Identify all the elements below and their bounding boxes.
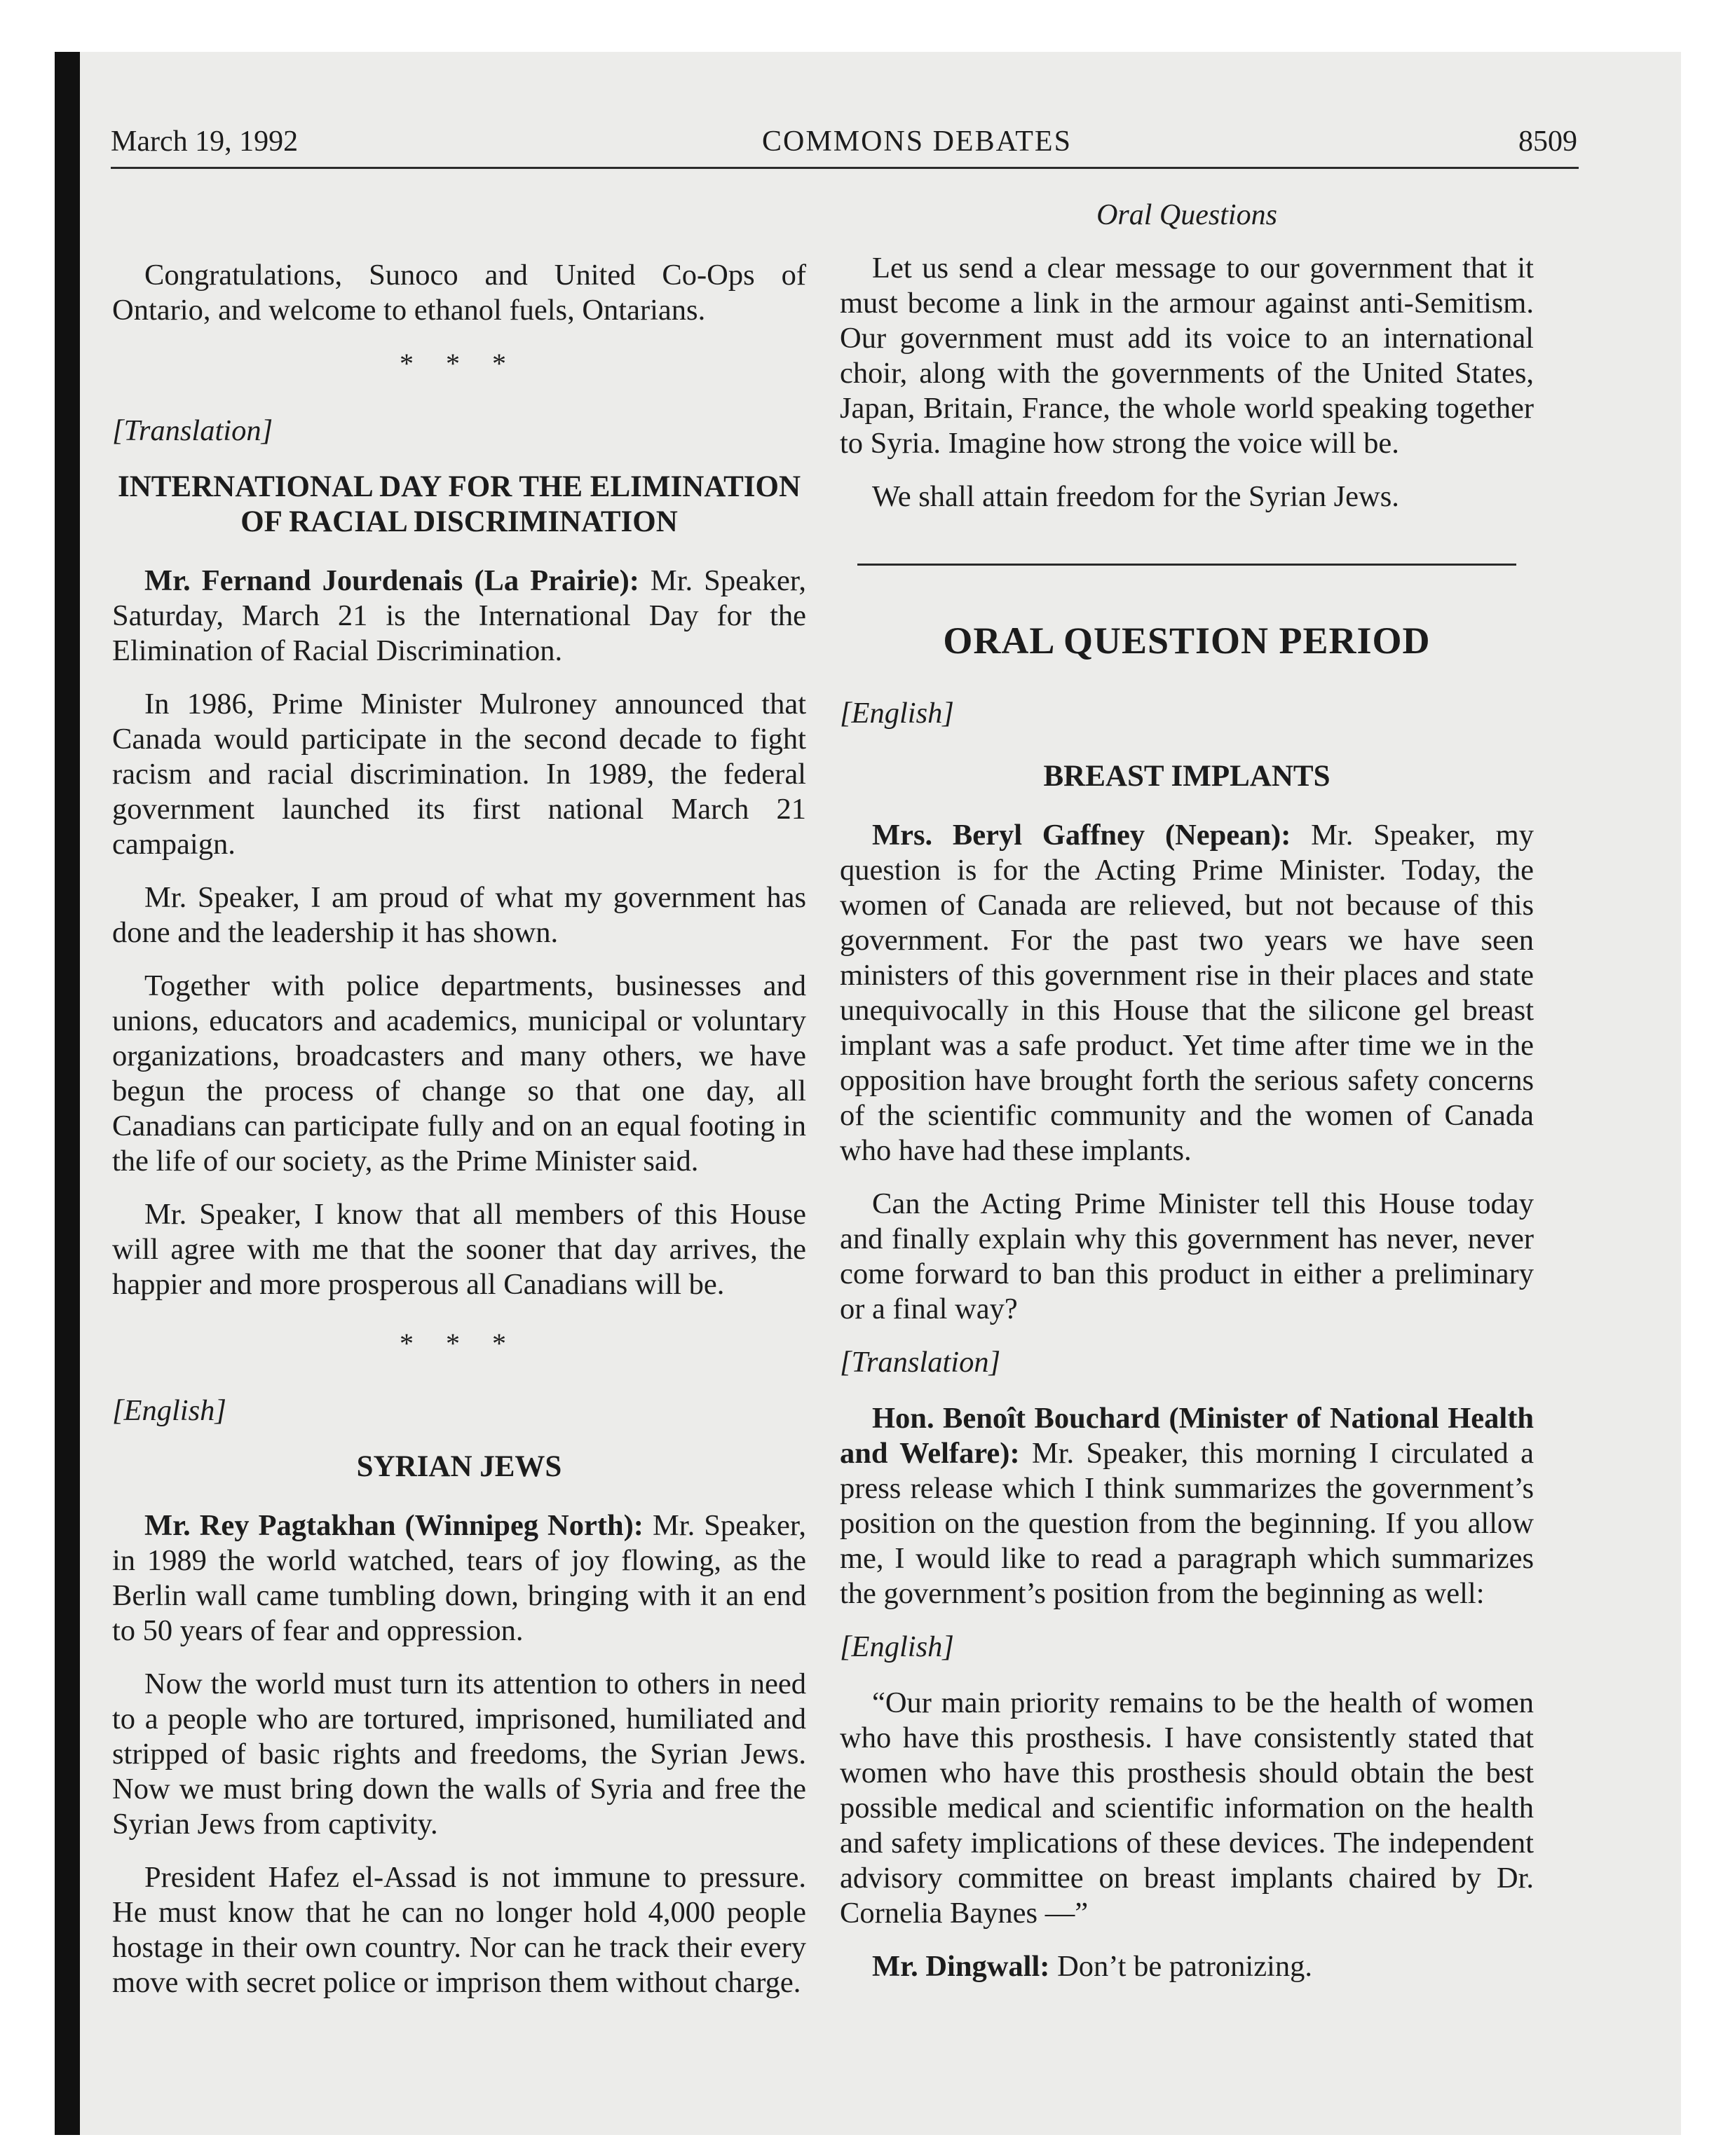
- speaker-name: Mr. Dingwall:: [872, 1950, 1050, 1983]
- opening-paragraph: Congratulations, Sunoco and United Co-Ops of Ontario, and welcome to ethanol fuels, Ontarians.: [112, 259, 806, 327]
- speech-text: Mr. Speaker, this morning I circulated a press release which I think summarizes the government’s position on the question from the beginning. If you allow me, I would like to read a paragraph which summarizes the government’s position from the beginning as well:: [840, 1437, 1534, 1610]
- section-heading-racial-discrimination: INTERNATIONAL DAY FOR THE ELIMINATION OF RACIAL DISCRIMINATION: [117, 470, 801, 538]
- speech-text: Mr. Speaker, Saturday, March 21 is the International Day for the Elimination of Racial Discrimination.: [112, 564, 806, 667]
- language-note: [English]: [840, 1630, 954, 1663]
- header-title: COMMONS DEBATES: [762, 125, 1072, 158]
- speaker-name: Mrs. Beryl Gaffney (Nepean):: [872, 819, 1291, 852]
- paragraph: Can the Acting Prime Minister tell this House today and finally explain why this government has never, never come forward to ban this product in either a preliminary or a final way?: [840, 1187, 1534, 1325]
- statement-pagtakhan: [112, 1508, 806, 1649]
- answer-bouchard: [840, 1401, 1534, 1611]
- section-heading-breast-implants: BREAST IMPLANTS: [1043, 760, 1331, 793]
- main-heading-oral-question-period: ORAL QUESTION PERIOD: [943, 620, 1431, 662]
- speech-text: Mr. Speaker, in 1989 the world watched, tears of joy flowing, as the Berlin wall came tumbling down, bringing with it an end to 50 years of fear and oppression.: [112, 1509, 806, 1647]
- speech-text: Mr. Speaker, my question is for the Acting Prime Minister. Today, the women of Canada are relieved, but not because of this government. For the past two years we have seen ministers of this government rise in their places and state unequivocally in this House that the silicone gel breast implant was a safe product. Yet time after time we in the opposition have brought forth the serious safety concerns of the scientific community and the women of Canada who have had these implants.: [840, 819, 1534, 1167]
- paragraph: Mr. Speaker, I know that all members of this House will agree with me that the sooner that day arrives, the happier and more prosperous all Canadians will be.: [112, 1198, 806, 1301]
- section-rule: [857, 564, 1516, 566]
- language-note: [English]: [112, 1394, 226, 1427]
- paragraph: Together with police departments, businesses and unions, educators and academics, municipal or voluntary organizations, broadcasters and many others, we have begun the process of change so that one day, all Canadians can participate fully and on an equal footing in the life of our society, as the Prime Minister said.: [112, 969, 806, 1178]
- section-separator: * * *: [400, 348, 519, 379]
- paragraph: President Hafez el-Assad is not immune to pressure. He must know that he can no longer hold 4,000 people hostage in their own country. Nor can he track their every move with secret police or imprison them without charge.: [112, 1861, 806, 1999]
- quoted-press-release: [840, 1686, 1534, 1931]
- quote-text: “Our main priority remains to be the health of women who have this prosthesis. I have consistently stated that women who have this prosthesis should obtain the best possible medical and scientific information on the health and safety implications of these devices. The independent advisory committee on breast implants chaired by Dr. Cornelia Baynes —”: [840, 1686, 1534, 1930]
- language-note: [Translation]: [112, 414, 273, 447]
- paragraph: In 1986, Prime Minister Mulroney announced that Canada would participate in the second decade to fight racism and racial discrimination. In 1989, the federal government launched its first national March 21 campaign.: [112, 688, 806, 861]
- speech-text: Don’t be patronizing.: [1049, 1950, 1312, 1983]
- column-title: Oral Questions: [1096, 199, 1277, 231]
- header-date: March 19, 1992: [111, 125, 299, 158]
- section-separator: * * *: [400, 1328, 519, 1359]
- page-number: 8509: [1518, 125, 1577, 158]
- paragraph: Mr. Speaker, I am proud of what my government has done and the leadership it has shown.: [112, 881, 806, 949]
- left-column: [112, 198, 806, 2019]
- interjection-dingwall: [840, 1949, 1534, 1984]
- right-column: [840, 198, 1534, 2003]
- section-heading-syrian-jews: SYRIAN JEWS: [356, 1450, 562, 1483]
- speaker-name: Mr. Fernand Jourdenais (La Prairie):: [144, 564, 639, 597]
- paragraph: We shall attain freedom for the Syrian Jews.: [872, 480, 1399, 513]
- binding-shadow: [55, 52, 80, 2135]
- paragraph: Let us send a clear message to our government that it must become a link in the armour against anti-Semitism. Our government must add its voice to an international choir, along with the governments of the United States, Japan, Britain, France, the whole world speaking together to Syria. Imagine how strong the voice will be.: [840, 252, 1534, 460]
- language-note: [English]: [840, 697, 954, 730]
- header-rule: [111, 167, 1579, 169]
- speaker-name: Mr. Rey Pagtakhan (Winnipeg North):: [144, 1509, 644, 1542]
- paragraph: Now the world must turn its attention to others in need to a people who are tortured, imprisoned, humiliated and stripped of basic rights and freedoms, the Syrian Jews. Now we must bring down the walls of Syria and free the Syrian Jews from captivity.: [112, 1667, 806, 1841]
- statement-jourdenais: [112, 564, 806, 669]
- language-note: [Translation]: [840, 1346, 1001, 1379]
- question-gaffney: [840, 818, 1534, 1168]
- speaker-name: Hon. Benoît Bouchard (Minister of National Health and Welfare):: [840, 1402, 1534, 1470]
